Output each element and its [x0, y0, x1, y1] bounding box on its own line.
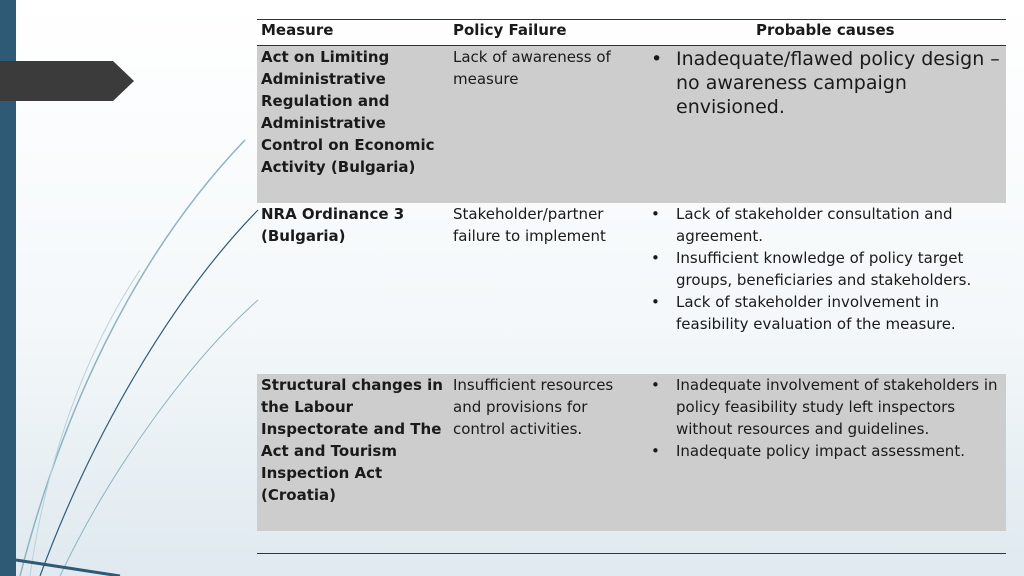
policy-failure-cell: Stakeholder/partner failure to implement	[453, 205, 606, 245]
table-row	[257, 46, 1006, 203]
measure-cell: Act on Limiting Administrative Regulation and Administrative Control on Economic Activity (Bulgaria)	[261, 48, 435, 176]
cause-item: • Inadequate/flawed policy design – no awareness campaign envisioned.	[651, 47, 1003, 119]
measure-cell: NRA Ordinance 3 (Bulgaria)	[261, 205, 405, 245]
causes-cell	[651, 374, 1003, 462]
measure-cell: Structural changes in the Labour Inspectorate and The Act and Tourism Inspection Act (Croatia)	[261, 376, 443, 504]
header-probable-causes: Probable causes	[756, 21, 895, 39]
causes-cell	[651, 47, 1003, 119]
header-measure: Measure	[261, 21, 334, 39]
header-policy-failure: Policy Failure	[453, 21, 567, 39]
cause-item: • Inadequate policy impact assessment.	[651, 440, 1003, 462]
cause-item: • Lack of stakeholder involvement in feasibility evaluation of the measure.	[651, 291, 1003, 335]
table-row	[257, 203, 1006, 374]
cause-item: • Insufficient knowledge of policy target groups, beneficiaries and stakeholders.	[651, 247, 1003, 291]
table-top-rule	[257, 19, 1006, 20]
arrow-banner	[0, 61, 134, 101]
cause-item: • Lack of stakeholder consultation and agreement.	[651, 203, 1003, 247]
causes-cell	[651, 203, 1003, 335]
policy-failure-cell: Insufficient resources and provisions for control activities.	[453, 376, 614, 438]
policy-failure-cell: Lack of awareness of measure	[453, 48, 611, 88]
table-bottom-rule	[257, 553, 1006, 554]
table-row	[257, 374, 1006, 531]
cause-item: • Inadequate involvement of stakeholders in policy feasibility study left inspectors without resources and guidelines.	[651, 374, 1003, 440]
